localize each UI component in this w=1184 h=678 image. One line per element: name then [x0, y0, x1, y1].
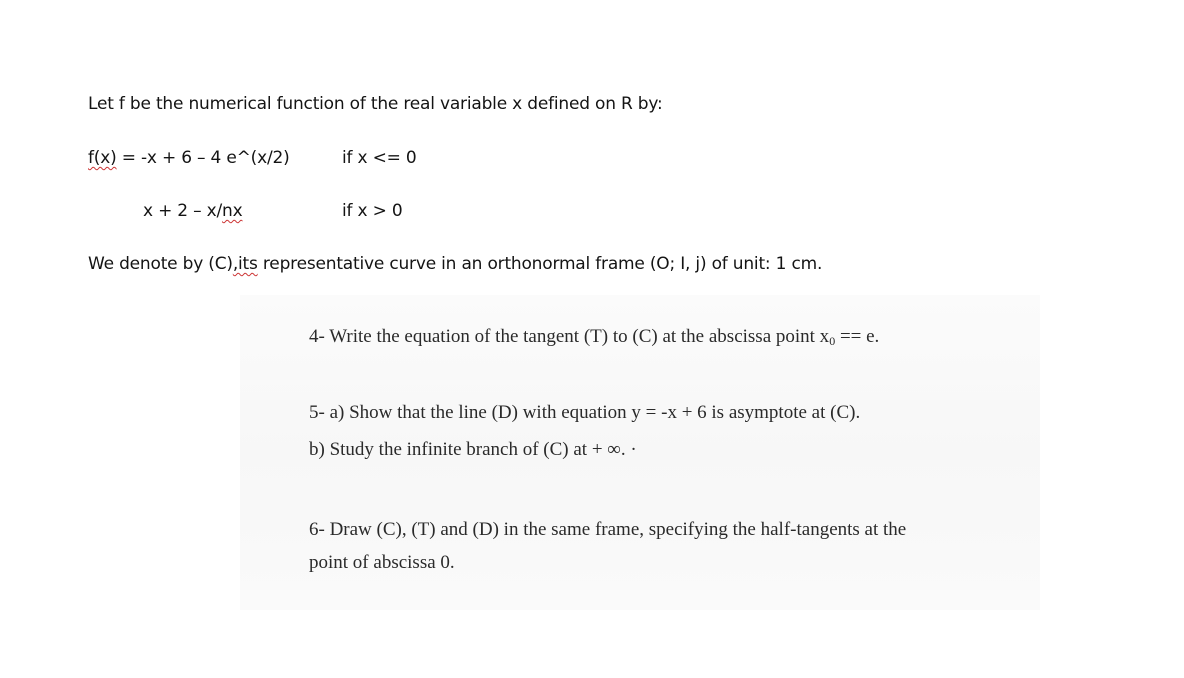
question-4-subscript: 0 [829, 334, 836, 348]
question-4-tail: == e. [835, 326, 880, 347]
piece1-expression [88, 148, 290, 168]
piece2-nx: nx [222, 201, 243, 221]
question-4 [309, 326, 879, 349]
piece2-condition: if x > 0 [342, 201, 403, 221]
fx-label: f(x) [88, 148, 117, 168]
question-6-line-2: point of abscissa 0. [309, 552, 455, 573]
denote-part-c: representative curve in an orthonormal frame (O; I, j) of unit: 1 cm. [257, 254, 823, 274]
denote-text [88, 254, 822, 274]
piece1-condition: if x <= 0 [342, 148, 417, 168]
question-6-line-1: 6- Draw (C), (T) and (D) in the same frame, specifying the half-tangents at the [309, 519, 907, 540]
piece2-expression [143, 201, 242, 221]
intro-text: Let f be the numerical function of the real variable x defined on R by: [88, 94, 663, 114]
denote-its: ,its [232, 254, 258, 274]
piece2-formula: x + 2 – x/ [143, 201, 223, 221]
question-4-text: 4- Write the equation of the tangent (T) to (C) at the abscissa point x [309, 326, 830, 347]
denote-part-a: We denote by (C) [88, 254, 233, 274]
piece1-formula: = -x + 6 – 4 e^(x/2) [116, 148, 290, 168]
question-5b: b) Study the infinite branch of (C) at + ∞. · [309, 439, 637, 460]
question-5a: 5- a) Show that the line (D) with equation y = -x + 6 is asymptote at (C). [309, 402, 861, 423]
